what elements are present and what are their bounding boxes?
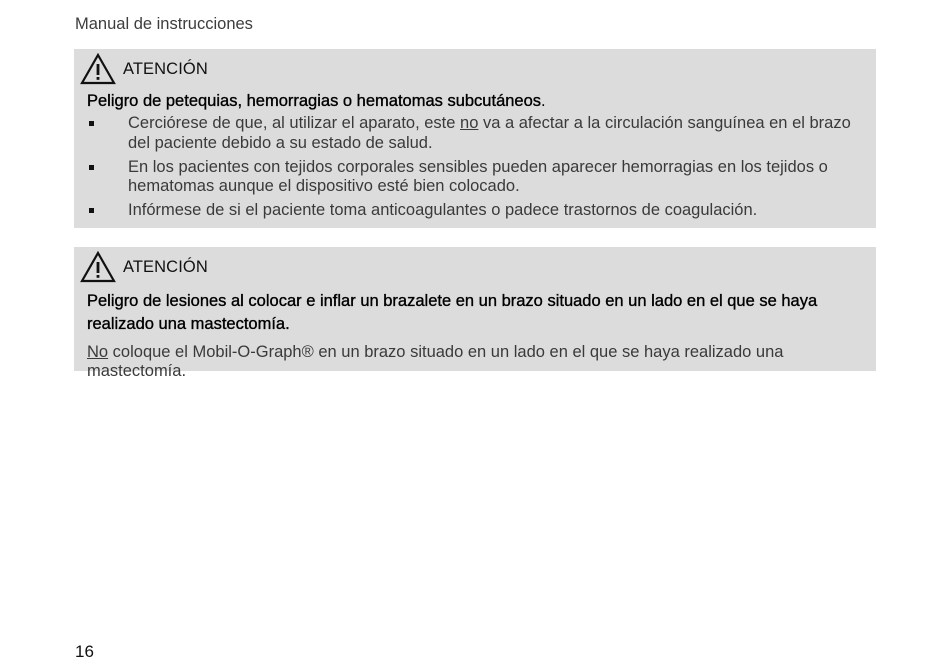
bullet-square-icon [89, 208, 94, 213]
page-number: 16 [75, 642, 94, 661]
warning-triangle-icon [80, 53, 116, 85]
list-item [87, 114, 856, 153]
list-item [87, 201, 856, 221]
instruction-text [87, 343, 866, 381]
underlined-negation: No [87, 343, 109, 361]
precaution-list [87, 114, 856, 225]
warning-triangle-icon [80, 251, 116, 283]
hazard-title-text: Peligro de petequias, hemorragias o hematomas subcutáneos [87, 92, 542, 110]
list-item-text: va a afectar a la circulación sanguínea en el brazo del paciente debido a su estado de salud. [128, 114, 851, 152]
underlined-negation: no [460, 114, 479, 132]
warning-label: ATENCIÓN [123, 257, 208, 276]
warning-box-petechiae [74, 49, 876, 228]
list-item-text: Infórmese de si el paciente toma anticoagulantes o padece trastornos de coagulación. [128, 201, 758, 219]
list-item [87, 158, 856, 197]
hazard-title-period: . [541, 92, 546, 110]
instruction-body: coloque el Mobil-O-Graph® en un brazo situado en un lado en el que se haya realizado una mastectomía. [87, 343, 784, 380]
warning-label: ATENCIÓN [123, 59, 208, 78]
bullet-square-icon [89, 121, 94, 126]
list-item-text: Cerciórese de que, al utilizar el aparato, este [128, 114, 461, 132]
warning-heading [80, 250, 208, 284]
hazard-title: Peligro de lesiones al colocar e inflar un brazalete en un brazo situado en un lado en el que se haya realizado una mastectomía. [87, 292, 818, 333]
warning-heading [80, 52, 208, 86]
bullet-square-icon [89, 165, 94, 170]
warning-box-mastectomy [74, 247, 876, 380]
page-header: Manual de instrucciones [75, 15, 253, 33]
hazard-title [87, 90, 866, 113]
list-item-text: En los pacientes con tejidos corporales sensibles pueden aparecer hemorragias en los tejidos o hematomas aunque el dispositivo esté bien colocado. [128, 157, 828, 195]
